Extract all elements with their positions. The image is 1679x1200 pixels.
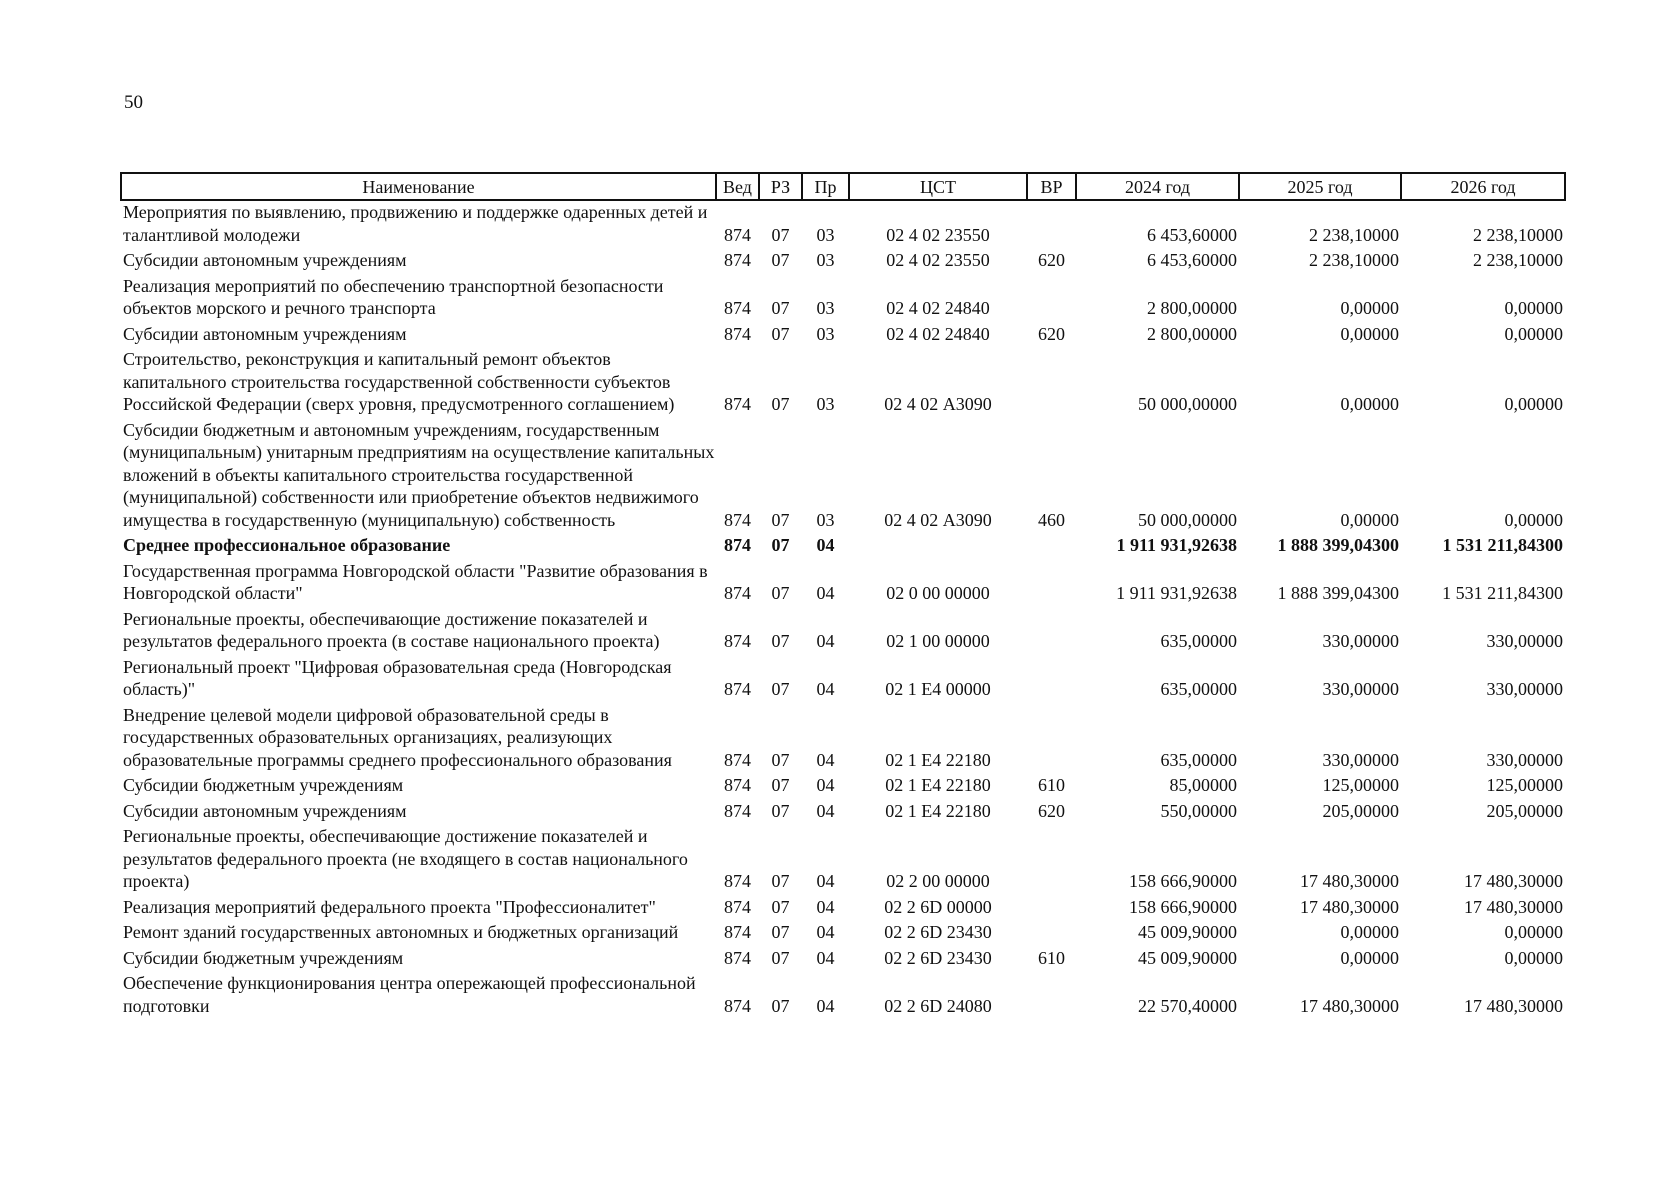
row-cst: 02 4 02 23550 [886,250,990,270]
row-ved: 874 [724,394,751,414]
row-cst: 02 1 Е4 22180 [885,749,991,770]
row-pr: 03 [816,323,835,344]
row-pr: 04 [816,995,835,1016]
table-row [121,921,1565,947]
row-rz: 07 [771,631,790,651]
row-pr: 03 [816,298,835,318]
row-ved: 874 [724,583,751,603]
row-name: Региональный проект "Цифровая образовательная среда (Новгородская область)" [123,656,672,699]
row-amount-2026: 125,00000 [1486,775,1563,795]
row-amount-2026: 0,00000 [1504,323,1563,344]
table-row [121,608,1565,656]
row-pr: 04 [816,679,835,699]
header-ved: Вед [716,173,759,200]
row-amount-2026: 330,00000 [1486,749,1563,770]
row-ved: 874 [724,995,751,1016]
row-amount-2025: 330,00000 [1322,631,1399,651]
row-amount-2026: 1 531 211,84300 [1442,583,1563,603]
row-rz: 07 [771,583,790,603]
header-name: Наименование [121,173,716,200]
row-cst: 02 1 00 00000 [886,631,990,651]
row-vr [1027,560,1076,608]
header-2024: 2024 год [1076,173,1239,200]
row-ved: 874 [724,631,751,651]
row-pr: 03 [816,224,835,245]
table-row [121,534,1565,560]
table-row [121,704,1565,775]
row-pr: 04 [816,922,835,942]
row-name: Государственная программа Новгородской области "Развитие образования в Новгородской области" [123,560,708,603]
row-vr: 620 [1038,250,1065,270]
row-name: Субсидии автономным учреждениям [123,250,407,270]
row-pr: 04 [816,749,835,770]
row-amount-2024: 85,00000 [1169,775,1237,795]
row-amount-2026: 0,00000 [1504,947,1563,968]
row-amount-2024: 635,00000 [1160,679,1237,699]
row-ved: 874 [724,679,751,699]
row-ved: 874 [724,800,751,821]
table-row [121,800,1565,826]
row-cst: 02 4 02 24840 [886,323,990,344]
row-pr: 04 [816,775,835,795]
row-amount-2026: 17 480,30000 [1464,896,1563,917]
row-name: Региональные проекты, обеспечивающие достижение показателей и результатов федерального проекта (в составе национального проекта) [123,608,660,651]
table-row [121,560,1565,608]
table-body [121,200,1565,1020]
row-cst: 02 4 02 А3090 [884,509,992,530]
row-amount-2026: 330,00000 [1486,631,1563,651]
table-row [121,947,1565,973]
table-row [121,249,1565,275]
row-vr [1027,348,1076,419]
row-name: Субсидии бюджетным учреждениям [123,947,404,968]
row-vr [1027,608,1076,656]
row-amount-2024: 550,00000 [1160,800,1237,821]
header-2026: 2026 год [1401,173,1565,200]
table-row [121,419,1565,535]
row-rz: 07 [771,535,790,555]
table-row [121,323,1565,349]
row-vr [1027,656,1076,704]
row-cst: 02 1 Е4 22180 [885,800,991,821]
row-amount-2024: 158 666,90000 [1129,896,1237,917]
row-vr [1027,825,1076,896]
row-pr: 04 [816,535,835,555]
row-rz: 07 [771,298,790,318]
row-amount-2025: 1 888 399,04300 [1277,583,1399,603]
row-ved: 874 [724,749,751,770]
row-rz: 07 [771,323,790,344]
row-vr: 620 [1038,323,1065,344]
row-name: Субсидии бюджетным и автономным учреждениям, государственным (муниципальным) унитарным предприятиям на осуществление капитальных вложений в объекты капитального строительства государственной (муниципальной) собственности или приобретение объектов недвижимого имущества в государственную (муниципальную) собственность [123,419,715,530]
row-vr [1027,275,1076,323]
row-vr: 460 [1038,509,1065,530]
header-vr: ВР [1027,173,1076,200]
row-amount-2025: 205,00000 [1322,800,1399,821]
row-amount-2026: 0,00000 [1504,509,1563,530]
row-amount-2025: 0,00000 [1340,947,1399,968]
row-rz: 07 [771,224,790,245]
row-ved: 874 [724,250,751,270]
row-name: Реализация мероприятий федерального проекта "Профессионалитет" [123,896,656,917]
header-2025: 2025 год [1239,173,1401,200]
row-ved: 874 [724,509,751,530]
row-amount-2026: 2 238,10000 [1473,250,1563,270]
row-cst: 02 0 00 00000 [886,583,990,603]
row-name: Мероприятия по выявлению, продвижению и поддержке одаренных детей и талантливой молодежи [123,202,708,245]
table-row [121,348,1565,419]
row-cst: 02 2 00 00000 [886,871,990,891]
row-name: Среднее профессиональное образование [123,535,451,555]
page-number: 50 [124,92,143,113]
row-vr [1027,704,1076,775]
row-amount-2026: 0,00000 [1504,298,1563,318]
row-amount-2025: 17 480,30000 [1300,871,1399,891]
table-row [121,774,1565,800]
header-pr: Пр [802,173,849,200]
row-amount-2024: 2 800,00000 [1147,323,1237,344]
row-ved: 874 [724,896,751,917]
row-ved: 874 [724,224,751,245]
row-amount-2025: 0,00000 [1340,922,1399,942]
row-amount-2025: 0,00000 [1340,323,1399,344]
row-rz: 07 [771,749,790,770]
row-amount-2024: 635,00000 [1160,631,1237,651]
row-ved: 874 [724,323,751,344]
row-rz: 07 [771,896,790,917]
row-cst [849,534,1027,560]
row-name: Строительство, реконструкция и капитальный ремонт объектов капитального строительства государственной собственности субъектов Российской Федерации (сверх уровня, предусмотренного соглашением) [123,349,675,414]
table-header-row [121,173,1565,200]
row-amount-2026: 2 238,10000 [1473,224,1563,245]
row-amount-2025: 1 888 399,04300 [1277,535,1399,555]
row-amount-2026: 17 480,30000 [1464,871,1563,891]
row-vr: 610 [1038,947,1065,968]
row-amount-2024: 50 000,00000 [1138,394,1237,414]
row-name: Региональные проекты, обеспечивающие достижение показателей и результатов федерального проекта (не входящего в состав национального проекта) [123,826,688,891]
table-row [121,275,1565,323]
header-cst: ЦСТ [849,173,1027,200]
table-row [121,200,1565,249]
row-name: Субсидии автономным учреждениям [123,800,407,821]
table-row [121,656,1565,704]
row-name: Ремонт зданий государственных автономных и бюджетных организаций [123,922,679,942]
row-ved: 874 [724,871,751,891]
row-rz: 07 [771,995,790,1016]
row-amount-2024: 158 666,90000 [1129,871,1237,891]
table-row [121,896,1565,922]
row-ved: 874 [724,922,751,942]
row-amount-2025: 0,00000 [1340,298,1399,318]
row-rz: 07 [771,250,790,270]
row-cst: 02 1 Е4 00000 [885,679,991,699]
row-pr: 04 [816,800,835,821]
row-amount-2026: 1 531 211,84300 [1442,535,1563,555]
row-amount-2025: 0,00000 [1340,509,1399,530]
row-cst: 02 1 Е4 22180 [885,775,991,795]
row-vr [1027,534,1076,560]
row-vr [1027,200,1076,249]
row-amount-2024: 2 800,00000 [1147,298,1237,318]
row-cst: 02 2 6D 24080 [884,995,992,1016]
row-vr [1027,921,1076,947]
row-cst: 02 2 6D 23430 [884,922,992,942]
row-name: Субсидии автономным учреждениям [123,323,407,344]
row-cst: 02 2 6D 23430 [884,947,992,968]
row-amount-2024: 6 453,60000 [1147,224,1237,245]
row-pr: 04 [816,871,835,891]
row-amount-2026: 0,00000 [1504,394,1563,414]
row-rz: 07 [771,775,790,795]
row-amount-2024: 1 911 931,92638 [1116,583,1237,603]
row-amount-2024: 1 911 931,92638 [1116,535,1237,555]
table-row [121,825,1565,896]
row-name: Реализация мероприятий по обеспечению транспортной безопасности объектов морского и речного транспорта [123,275,664,318]
row-vr: 620 [1038,800,1065,821]
row-pr: 03 [816,509,835,530]
row-cst: 02 4 02 24840 [886,298,990,318]
row-amount-2026: 17 480,30000 [1464,995,1563,1016]
row-pr: 04 [816,947,835,968]
row-vr: 610 [1038,775,1065,795]
row-vr [1027,972,1076,1020]
row-amount-2024: 635,00000 [1160,749,1237,770]
row-rz: 07 [771,679,790,699]
row-amount-2026: 0,00000 [1504,922,1563,942]
row-amount-2025: 330,00000 [1322,749,1399,770]
row-amount-2024: 45 009,90000 [1138,922,1237,942]
table-row [121,972,1565,1020]
row-amount-2024: 6 453,60000 [1147,250,1237,270]
row-cst: 02 4 02 А3090 [884,394,992,414]
row-cst: 02 4 02 23550 [886,224,990,245]
row-amount-2025: 2 238,10000 [1309,224,1399,245]
row-amount-2025: 17 480,30000 [1300,995,1399,1016]
row-amount-2025: 330,00000 [1322,679,1399,699]
row-name: Внедрение целевой модели цифровой образовательной среды в государственных образовательных организациях, реализующих образовательные программы среднего профессионального образования [123,704,672,770]
row-amount-2025: 0,00000 [1340,394,1399,414]
header-rz: РЗ [759,173,802,200]
budget-table [120,172,1566,1020]
row-amount-2026: 205,00000 [1486,800,1563,821]
row-ved: 874 [724,775,751,795]
row-rz: 07 [771,947,790,968]
row-amount-2025: 125,00000 [1322,775,1399,795]
row-amount-2024: 50 000,00000 [1138,509,1237,530]
row-name: Обеспечение функционирования центра опережающей профессиональной подготовки [123,973,696,1016]
row-pr: 03 [816,394,835,414]
row-vr [1027,896,1076,922]
row-amount-2024: 45 009,90000 [1138,947,1237,968]
row-ved: 874 [724,298,751,318]
row-pr: 04 [816,583,835,603]
row-amount-2025: 17 480,30000 [1300,896,1399,917]
row-amount-2024: 22 570,40000 [1138,995,1237,1016]
row-rz: 07 [771,922,790,942]
row-pr: 04 [816,631,835,651]
row-rz: 07 [771,800,790,821]
row-rz: 07 [771,871,790,891]
row-name: Субсидии бюджетным учреждениям [123,775,404,795]
row-rz: 07 [771,509,790,530]
row-ved: 874 [724,947,751,968]
row-pr: 03 [816,250,835,270]
row-amount-2026: 330,00000 [1486,679,1563,699]
row-amount-2025: 2 238,10000 [1309,250,1399,270]
row-pr: 04 [816,896,835,917]
row-rz: 07 [771,394,790,414]
row-ved: 874 [724,535,751,555]
row-cst: 02 2 6D 00000 [884,896,992,917]
